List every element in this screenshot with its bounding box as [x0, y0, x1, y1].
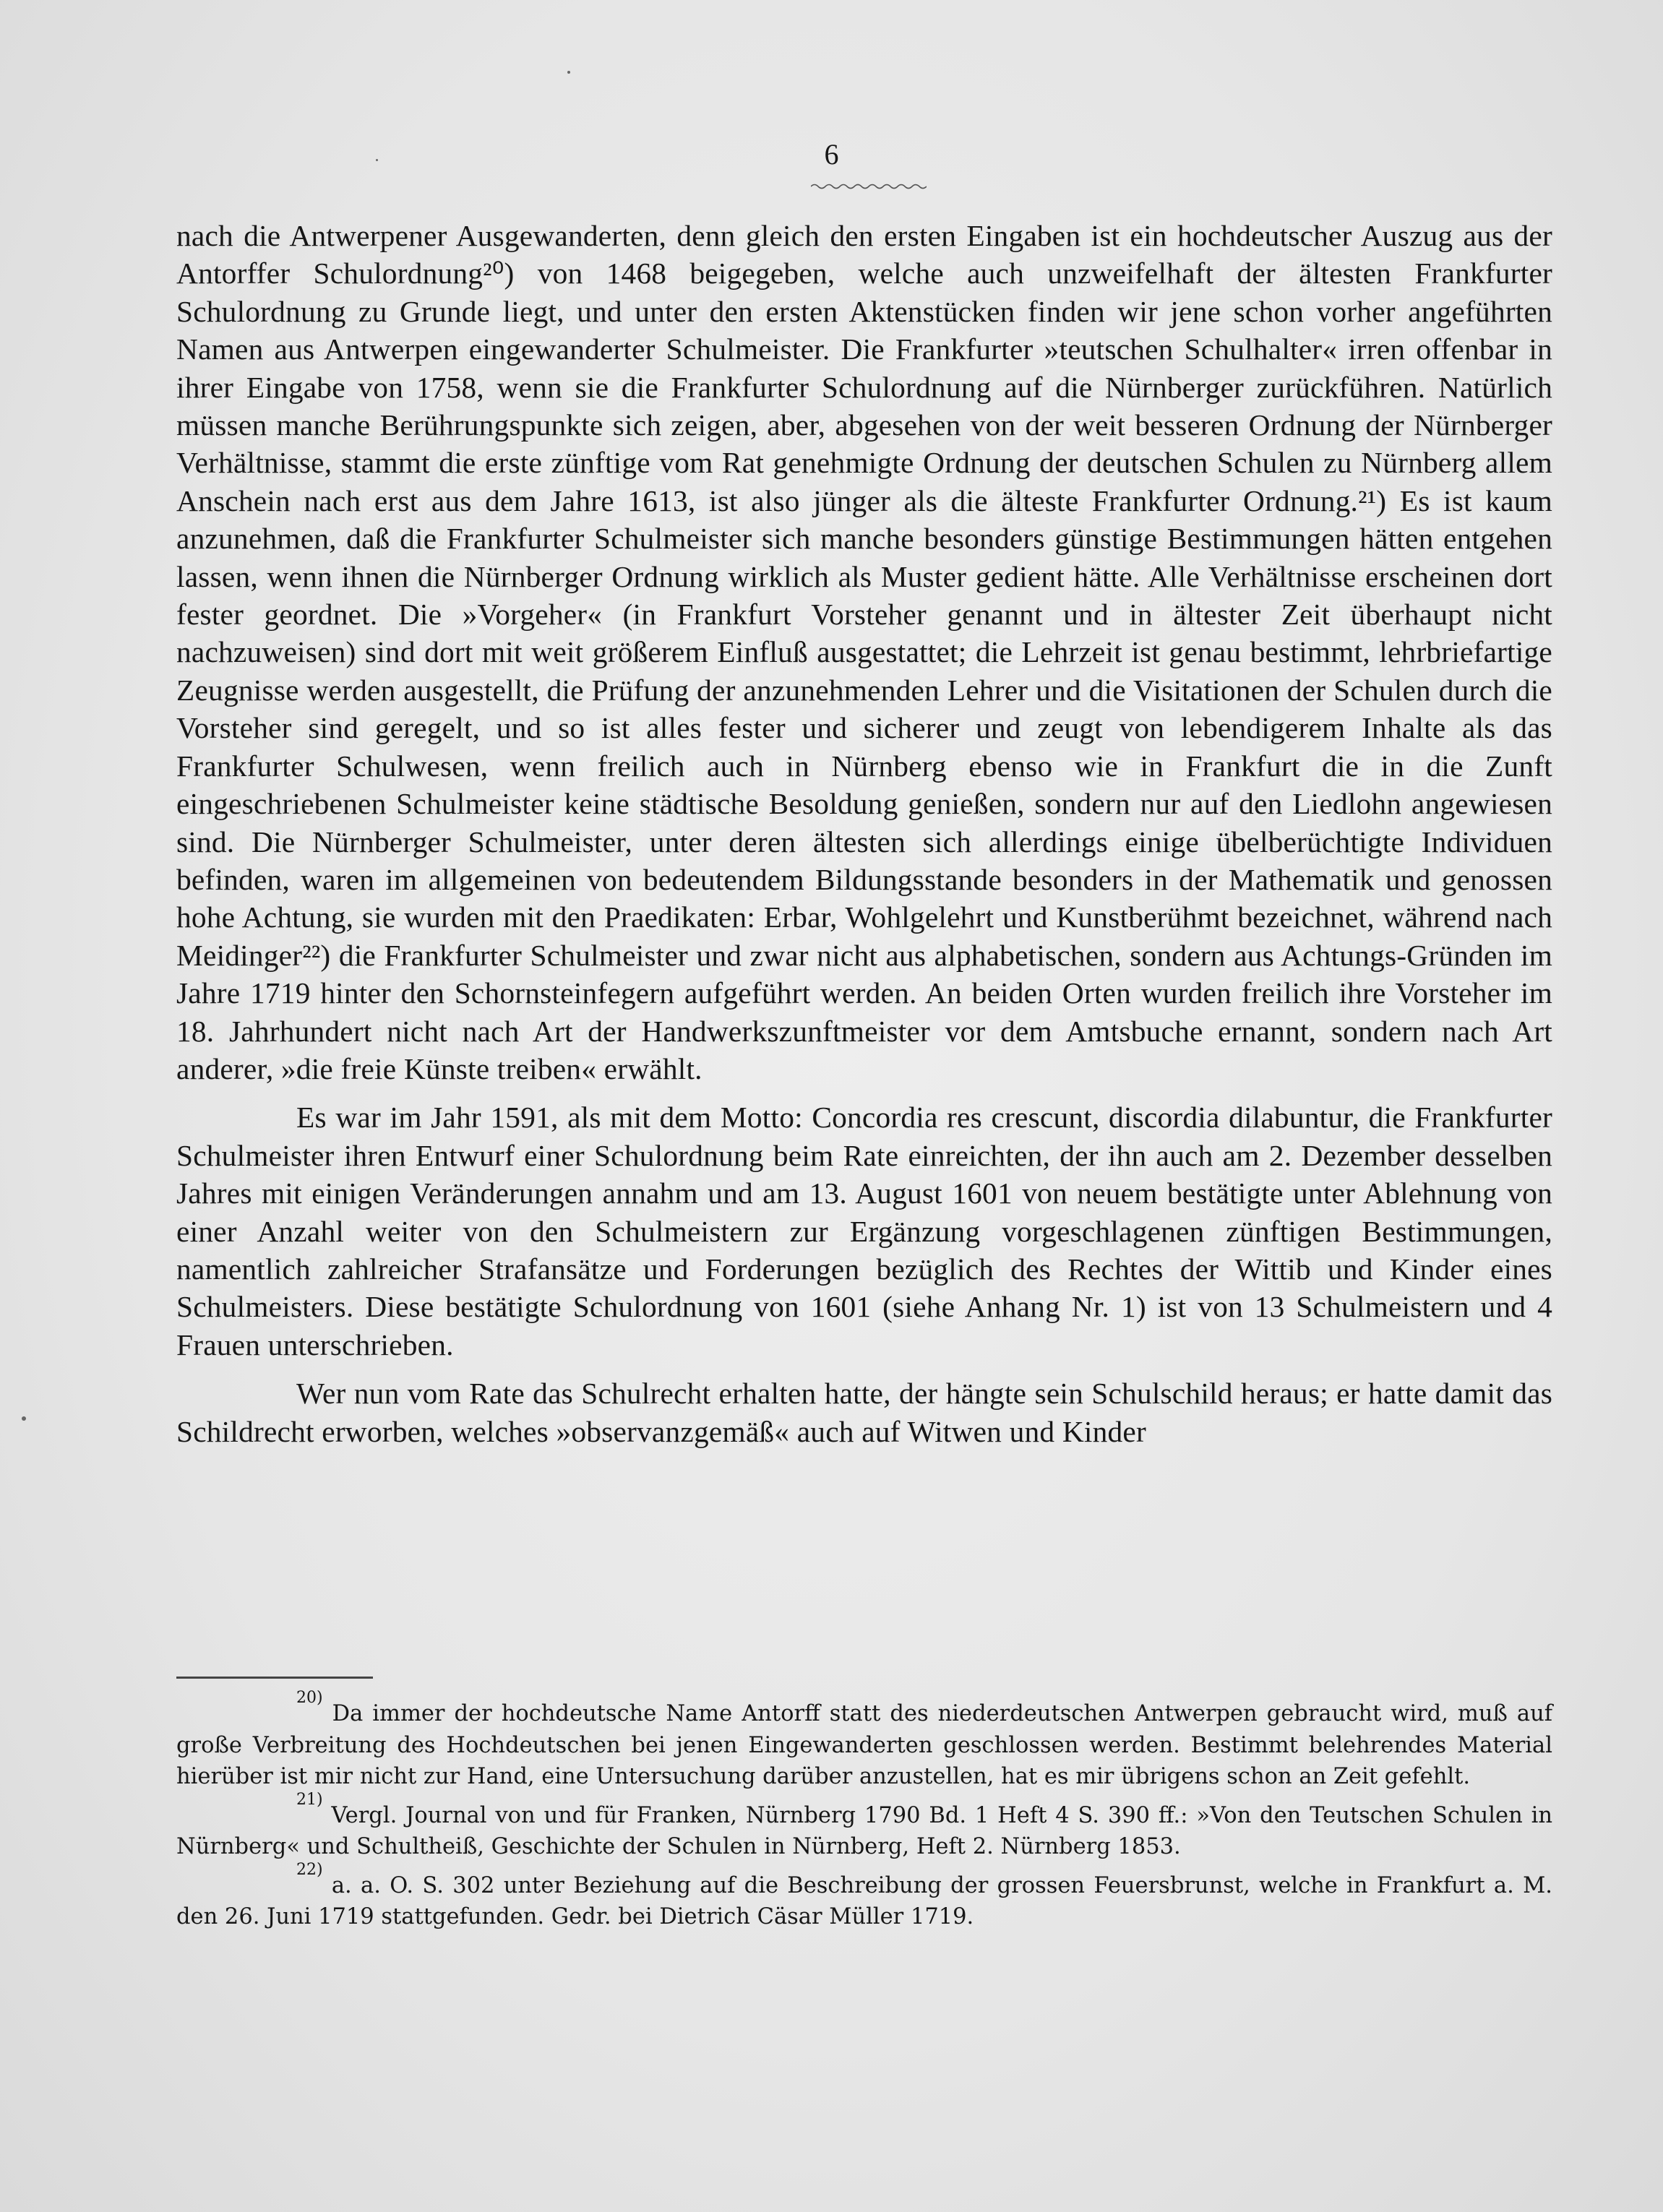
- footnote-text: a. a. O. S. 302 unter Beziehung auf die Beschreibung der grossen Feuersbrunst, welche in Frankfurt a. M. den 26. Juni 1719 stattgefunden. Gedr. bei Dietrich Cäsar Müller 1719.: [176, 1872, 1552, 1929]
- body-paragraph: nach die Antwerpener Ausgewanderten, denn gleich den ersten Eingaben ist ein hochdeutscher Auszug aus der Antorffer Schulordnung²⁰) von 1468 beigegeben, welche auch unzweifelhaft der ältesten Frankfurter Schulordnung zu Grunde liegt, und unter den ersten Aktenstücken finden wir jene schon vorher angeführten Namen aus Antwerpen eingewanderter Schulmeister. Die Frankfurter »teutschen Schulhalter« irren offenbar in ihrer Eingabe von 1758, wenn sie die Frankfurter Schulordnung auf die Nürnberger zurückführen. Natürlich müssen manche Berührungspunkte sich zeigen, aber, abgesehen von der weit besseren Ordnung der Nürnberger Verhältnisse, stammt die erste zünftige vom Rat genehmigte Ordnung der deutschen Schulen zu Nürnberg allem Anschein nach erst aus dem Jahre 1613, ist also jünger als die älteste Frankfurter Ordnung.²¹) Es ist kaum anzunehmen, daß die Frankfurter Schulmeister sich manche besonders günstige Bestimmungen hätten entgehen lassen, wenn ihnen die Nürnberger Ordnung wirklich als Muster gedient hätte. Alle Verhältnisse erscheinen dort fester geordnet. Die »Vorgeher« (in Frankfurt Vorsteher genannt und in ältester Zeit überhaupt nicht nachzuweisen) sind dort mit weit größerem Einfluß ausgestattet; die Lehrzeit ist genau bestimmt, lehrbriefartige Zeugnisse werden ausgestellt, die Prüfung der anzunehmenden Lehrer und die Visitationen der Schulen durch die Vorsteher sind geregelt, und so ist alles fester und sicherer und zeugt von lebendigerem Inhalte als das Frankfurter Schulwesen, wenn freilich auch in Nürnberg ebenso wie in Frankfurt die in die Zunft eingeschriebenen Schulmeister keine städtische Besoldung genießen, sondern nur auf den Liedlohn angewiesen sind. Die Nürnberger Schulmeister, unter deren ältesten sich allerdings einige übelberüchtigte Individuen befinden, waren im allgemeinen von bedeutendem Bildungsstande besonders in der Mathematik und genossen hohe Achtung, sie wurden mit den Praedikaten: Erbar, Wohlgelehrt und Kunstberühmt bezeichnet, während nach Meidinger²²) die Frankfurter Schulmeister und zwar nicht aus alphabetischen, sondern aus Achtungs-Gründen im Jahre 1719 hinter den Schornsteinfegern aufgeführt werden. An beiden Orten wurden freilich ihre Vorsteher im 18. Jahrhundert nicht nach Art der Handwerkszunftmeister vor dem Amtsbuche ernannt, sondern nach Art anderer, »die freie Künste treiben« erwählt.: [176, 219, 1552, 1085]
- body-paragraph: Wer nun vom Rate das Schulrecht erhalten hatte, der hängte sein Schulschild heraus; er hatte damit das Schildrecht erworben, welches »observanzgemäß« auch auf Witwen und Kinder: [176, 1377, 1552, 1448]
- page-number: 6: [824, 138, 839, 171]
- footnote-mark: 21): [296, 1790, 323, 1809]
- footnote: [176, 1860, 1552, 1933]
- footnote-mark: 22): [296, 1860, 323, 1879]
- paper-speck: [567, 71, 570, 74]
- paper-speck: [376, 159, 378, 161]
- footnotes: [176, 1689, 1552, 1940]
- header-ornament: [811, 182, 927, 189]
- footnote: [176, 1689, 1552, 1793]
- body-paragraph: Es war im Jahr 1591, als mit dem Motto: Concordia res crescunt, discordia dilabuntur, die Frankfurter Schulmeister ihren Entwurf einer Schulordnung beim Rate einreichten, der ihn auch am 2. Dezember desselben Jahres mit einigen Veränderungen annahm und am 13. August 1601 von neuem bestätigte unter Ablehnung von einer Anzahl weiter von den Schulmeistern zur Ergänzung vorgeschlagenen zünftigen Bestimmungen, namentlich zahlreicher Strafansätze und Forderungen bezüglich des Rechtes der Wittib und Kinder eines Schulmeisters. Diese bestätigte Schulordnung von 1601 (siehe Anhang Nr. 1) ist von 13 Schulmeistern und 4 Frauen unterschrieben.: [176, 1101, 1552, 1361]
- footnote-text: Da immer der hochdeutsche Name Antorff statt des niederdeutschen Antwerpen gebraucht wird, muß auf große Verbreitung des Hochdeutschen bei jenen Eingewanderten geschlossen werden. Bestimmt belehrendes Material hierüber ist mir nicht zur Hand, eine Untersuchung darüber anzustellen, hat es mir übrigens schon an Zeit gefehlt.: [176, 1701, 1552, 1789]
- footnote-separator: [176, 1677, 373, 1679]
- paper-speck: [22, 1416, 26, 1421]
- footnote-text: Vergl. Journal von und für Franken, Nürnberg 1790 Bd. 1 Heft 4 S. 390 ff.: »Von den Teutschen Schulen in Nürnberg« und Schultheiß, Geschichte der Schulen in Nürnberg, Heft 2. Nürnberg 1853.: [176, 1802, 1552, 1859]
- page-header: [0, 137, 1663, 172]
- footnote-mark: 20): [296, 1689, 323, 1707]
- footnote: [176, 1790, 1552, 1863]
- body-text: [176, 217, 1552, 1450]
